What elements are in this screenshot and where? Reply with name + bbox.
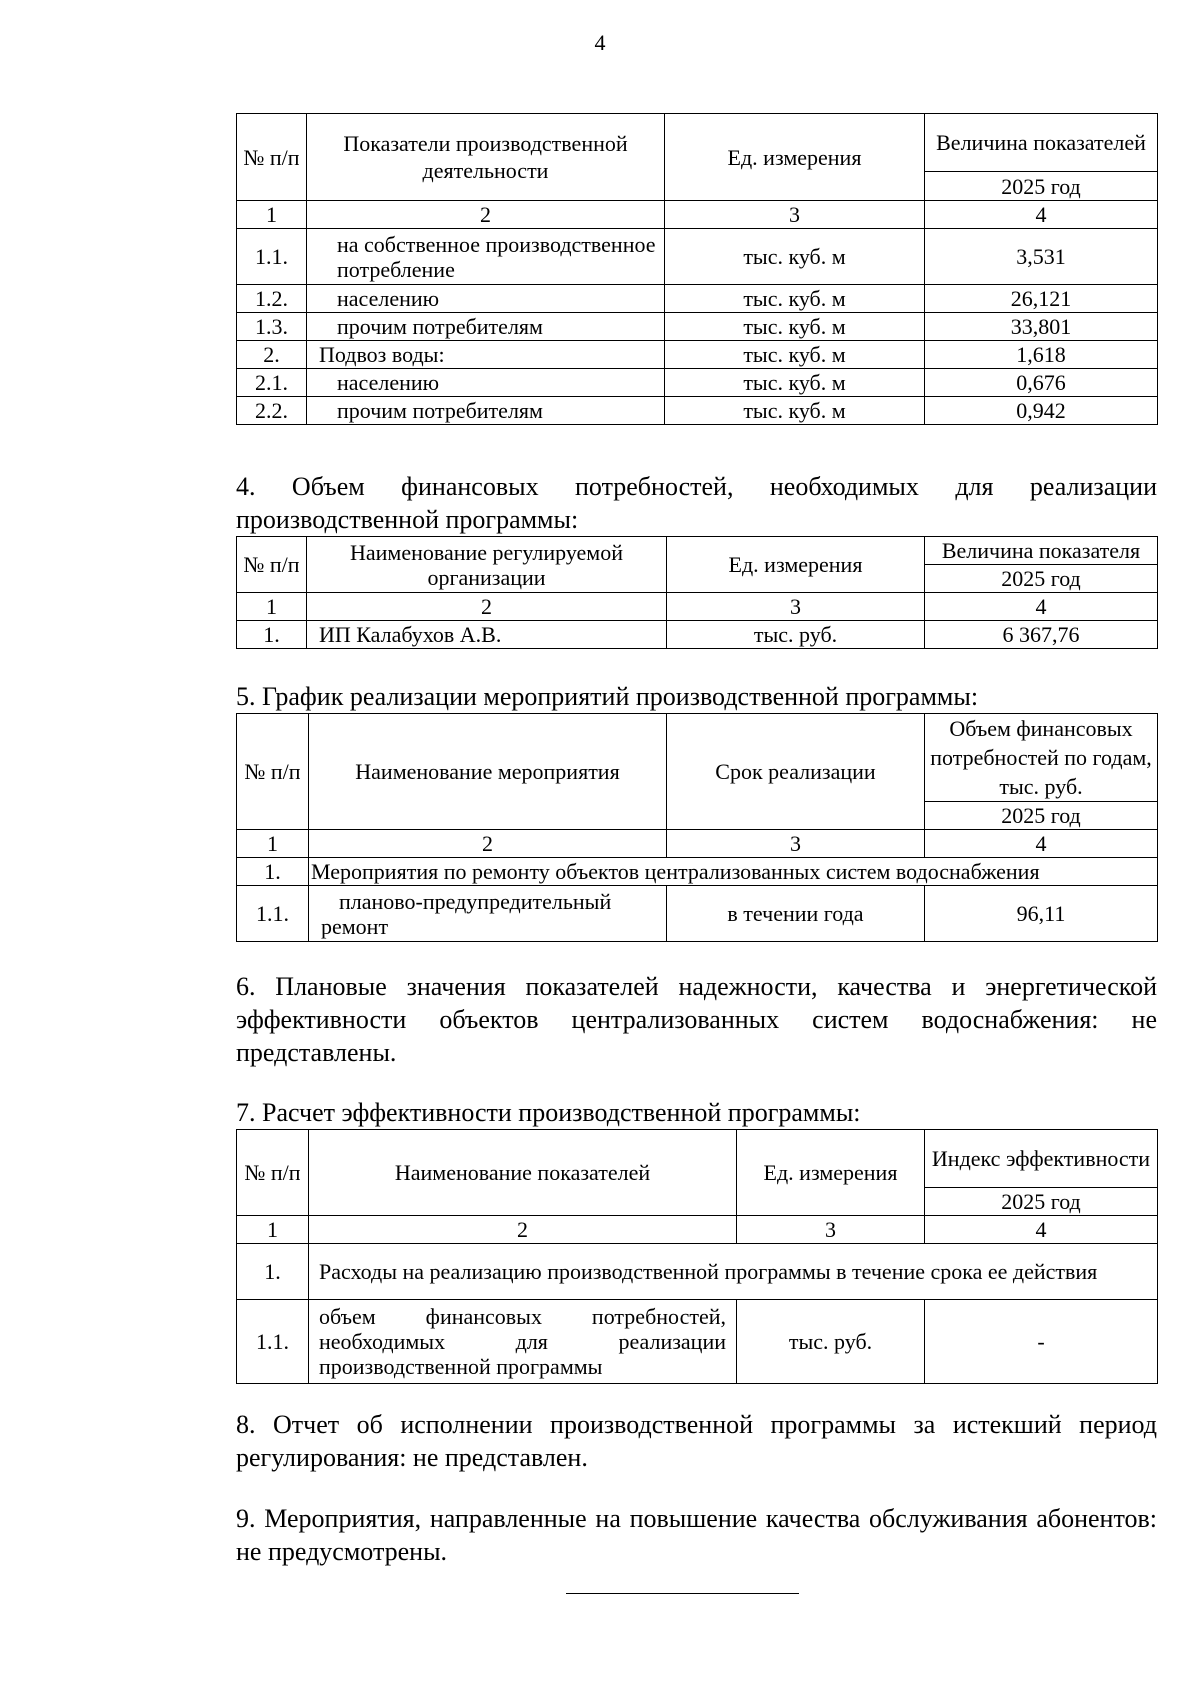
table-row bbox=[237, 369, 1158, 397]
row-name: планово-предупредительный ремонт bbox=[309, 886, 667, 942]
row-unit: тыс. куб. м bbox=[665, 313, 925, 341]
col-number: 3 bbox=[667, 593, 925, 621]
row-num: 1.1. bbox=[237, 229, 307, 285]
production-indicators-table-block bbox=[236, 113, 1157, 425]
header-year: 2025 год bbox=[925, 172, 1158, 201]
row-name: прочим потребителям bbox=[307, 397, 665, 425]
col-number: 4 bbox=[925, 830, 1158, 858]
page-number: 4 bbox=[594, 30, 606, 55]
header-year: 2025 год bbox=[925, 802, 1158, 830]
section-5 bbox=[236, 680, 1157, 942]
efficiency-table bbox=[236, 1129, 1158, 1384]
header-value: Объем финансовых потребностей по годам, тыс. руб. bbox=[925, 714, 1158, 802]
row-name: на собственное производственное потребление bbox=[307, 229, 665, 285]
col-number: 4 bbox=[925, 1216, 1158, 1244]
header-num: № п/п bbox=[237, 714, 309, 830]
group-name: Расходы на реализацию производственной программы в течение срока ее действия bbox=[309, 1244, 1158, 1300]
row-unit: тыс. руб. bbox=[737, 1300, 925, 1384]
section-8 bbox=[236, 1408, 1157, 1474]
row-num: 2. bbox=[237, 341, 307, 369]
col-number: 4 bbox=[925, 201, 1158, 229]
header-unit: Ед. измерения bbox=[737, 1130, 925, 1216]
section-7-title: 7. Расчет эффективности производственной программы: bbox=[236, 1098, 861, 1127]
row-unit: тыс. куб. м bbox=[665, 285, 925, 313]
end-rule bbox=[566, 1593, 799, 1594]
row-value: 0,942 bbox=[925, 397, 1158, 425]
row-num: 1.1. bbox=[237, 1300, 309, 1384]
section-7 bbox=[236, 1096, 1157, 1384]
table-row bbox=[237, 341, 1158, 369]
row-unit: тыс. куб. м bbox=[665, 341, 925, 369]
row-unit: тыс. куб. м bbox=[665, 369, 925, 397]
header-unit: Ед. измерения bbox=[665, 114, 925, 201]
row-name: населению bbox=[307, 369, 665, 397]
col-number: 1 bbox=[237, 201, 307, 229]
header-indicators: Наименование показателей bbox=[309, 1130, 737, 1216]
section-4-title-line1: 4. Объем финансовых потребностей, необходимых для реализации bbox=[236, 472, 1157, 501]
section-9-text: 9. Мероприятия, направленные на повышение качества обслуживания абонентов: не предусмотрены. bbox=[236, 1504, 1157, 1566]
table-row bbox=[237, 313, 1158, 341]
row-value: 3,531 bbox=[925, 229, 1158, 285]
header-value: Величина показателя bbox=[925, 537, 1158, 565]
row-name: Подвоз воды: bbox=[307, 341, 665, 369]
header-value: Индекс эффективности bbox=[925, 1130, 1158, 1188]
production-indicators-table bbox=[236, 113, 1158, 425]
table-row bbox=[237, 621, 1158, 649]
row-value: 96,11 bbox=[925, 886, 1158, 942]
table-group-row bbox=[237, 1244, 1158, 1300]
row-num: 1.1. bbox=[237, 886, 309, 942]
col-number: 4 bbox=[925, 593, 1158, 621]
section-5-title: 5. График реализации мероприятий производственной программы: bbox=[236, 682, 979, 711]
table-row bbox=[237, 1300, 1158, 1384]
row-num: 2.1. bbox=[237, 369, 307, 397]
header-year: 2025 год bbox=[925, 565, 1158, 593]
row-name: прочим потребителям bbox=[307, 313, 665, 341]
section-9 bbox=[236, 1502, 1157, 1568]
row-value: 33,801 bbox=[925, 313, 1158, 341]
row-value: 0,676 bbox=[925, 369, 1158, 397]
section-6-text: 6. Плановые значения показателей надежности, качества и энергетической эффективности объектов централизованных систем водоснабжения: не представлены. bbox=[236, 972, 1157, 1067]
header-indicators: Показатели производственной деятельности bbox=[307, 114, 665, 201]
row-num: 1. bbox=[237, 621, 307, 649]
col-number: 3 bbox=[665, 201, 925, 229]
table-row bbox=[237, 285, 1158, 313]
row-unit: тыс. куб. м bbox=[665, 397, 925, 425]
financial-needs-table bbox=[236, 536, 1158, 649]
table-row bbox=[237, 886, 1158, 942]
header-num: № п/п bbox=[237, 114, 307, 201]
col-number: 2 bbox=[307, 201, 665, 229]
row-num: 1.3. bbox=[237, 313, 307, 341]
header-num: № п/п bbox=[237, 537, 307, 593]
header-unit: Ед. измерения bbox=[667, 537, 925, 593]
section-4 bbox=[236, 470, 1157, 649]
header-term: Срок реализации bbox=[667, 714, 925, 830]
row-value: 1,618 bbox=[925, 341, 1158, 369]
row-unit: тыс. руб. bbox=[667, 621, 925, 649]
col-number: 2 bbox=[307, 593, 667, 621]
header-year: 2025 год bbox=[925, 1188, 1158, 1216]
col-number: 1 bbox=[237, 593, 307, 621]
row-num: 1.2. bbox=[237, 285, 307, 313]
row-name: объем финансовых потребностей, необходимых для реализации производственной программы bbox=[309, 1300, 737, 1384]
row-value: 6 367,76 bbox=[925, 621, 1158, 649]
activities-schedule-table bbox=[236, 713, 1158, 942]
section-4-title bbox=[236, 470, 1157, 536]
section-4-title-line2: производственной программы: bbox=[236, 505, 579, 534]
col-number: 3 bbox=[667, 830, 925, 858]
table-group-row bbox=[237, 858, 1158, 886]
group-num: 1. bbox=[237, 1244, 309, 1300]
header-num: № п/п bbox=[237, 1130, 309, 1216]
row-name: ИП Калабухов А.В. bbox=[307, 621, 667, 649]
row-name: населению bbox=[307, 285, 665, 313]
col-number: 2 bbox=[309, 1216, 737, 1244]
row-unit: тыс. куб. м bbox=[665, 229, 925, 285]
section-8-text: 8. Отчет об исполнении производственной программы за истекший период регулирования: не представлен. bbox=[236, 1410, 1157, 1472]
section-6 bbox=[236, 970, 1157, 1069]
table-row bbox=[237, 397, 1158, 425]
row-term: в течении года bbox=[667, 886, 925, 942]
group-name: Мероприятия по ремонту объектов централизованных систем водоснабжения bbox=[309, 858, 1158, 886]
row-value: - bbox=[925, 1300, 1158, 1384]
col-number: 2 bbox=[309, 830, 667, 858]
row-value: 26,121 bbox=[925, 285, 1158, 313]
group-num: 1. bbox=[237, 858, 309, 886]
header-activity: Наименование мероприятия bbox=[309, 714, 667, 830]
header-value: Величина показателей bbox=[925, 114, 1158, 172]
col-number: 1 bbox=[237, 1216, 309, 1244]
col-number: 3 bbox=[737, 1216, 925, 1244]
header-organization: Наименование регулируемой организации bbox=[307, 537, 667, 593]
col-number: 1 bbox=[237, 830, 309, 858]
table-row bbox=[237, 229, 1158, 285]
row-num: 2.2. bbox=[237, 397, 307, 425]
